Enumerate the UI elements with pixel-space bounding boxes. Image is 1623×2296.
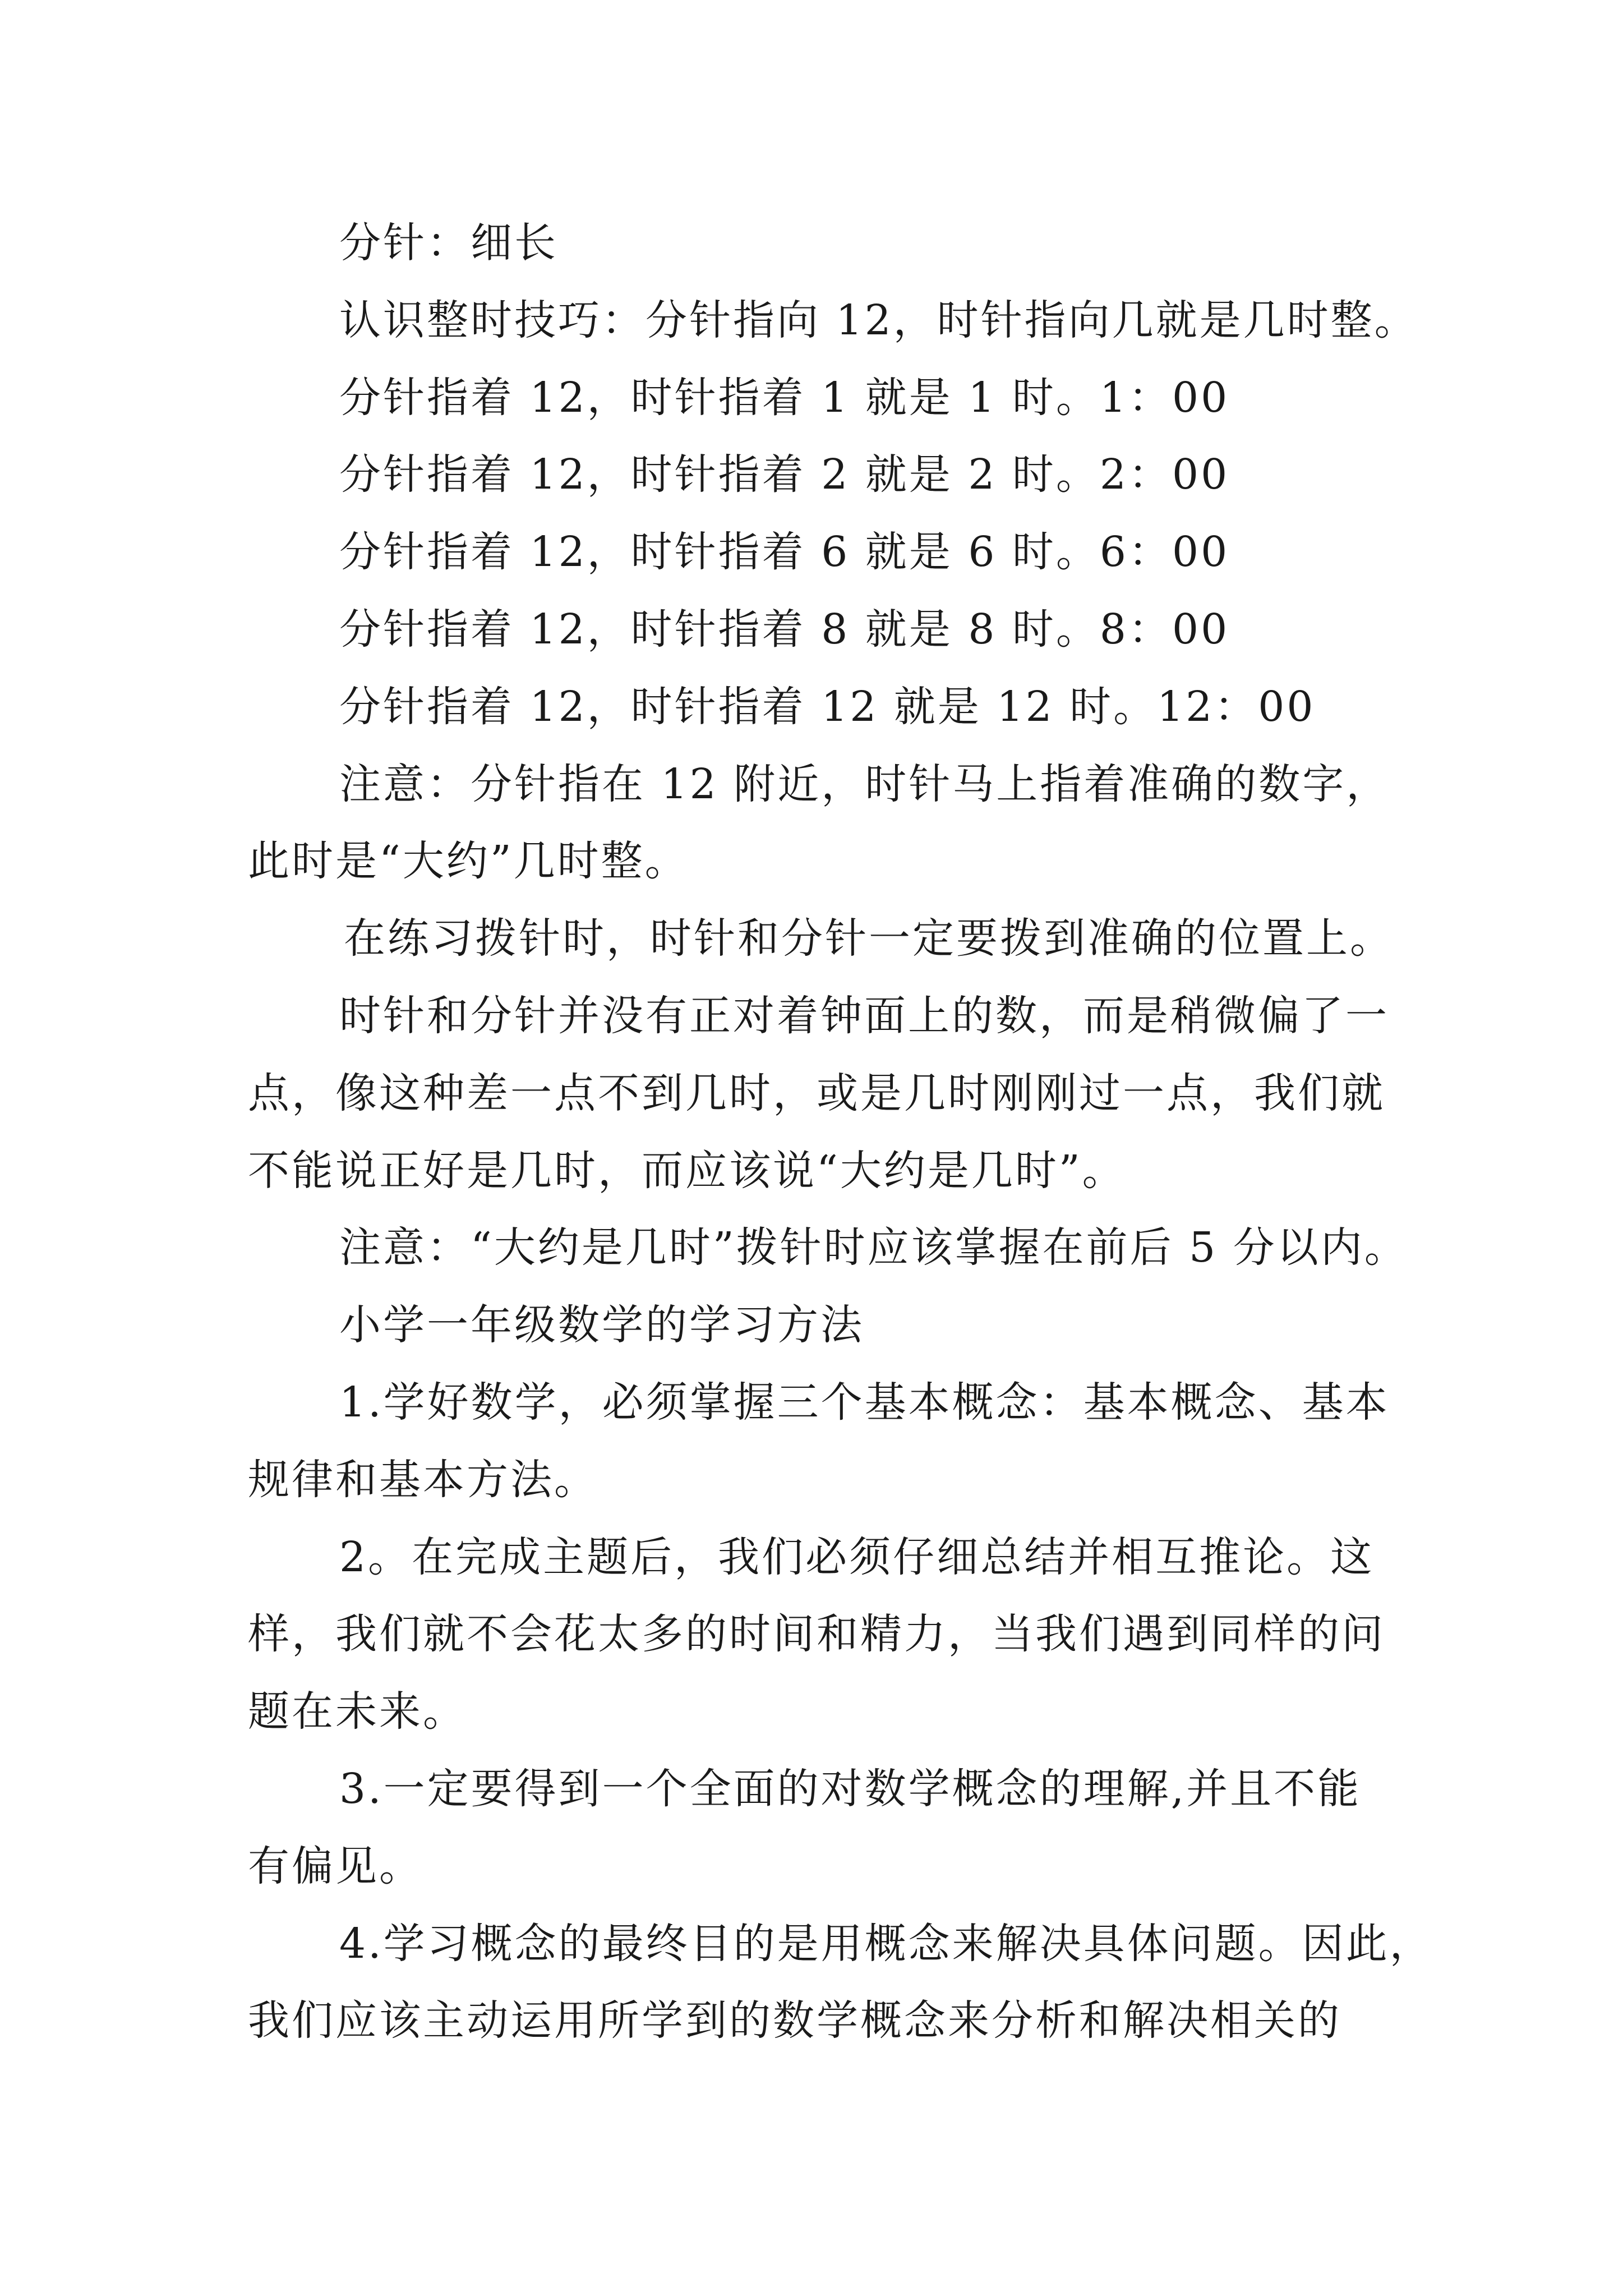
paragraph-example-1 [0,360,1623,437]
document-body [0,205,1623,2060]
paragraph-example-8 [0,591,1623,669]
paragraph-line: 我们应该主动运用所学到的数学概念来分析和解决相关的 [248,1996,1341,2045]
list-item-1 [0,1364,1623,1519]
paragraph-note-five-minutes [0,1209,1623,1287]
paragraph-whole-hour-tip [0,282,1623,360]
paragraph-line: 分针指着 12，时针指着 12 就是 12 时。12：00 [339,682,1316,731]
paragraph-line: 规律和基本方法。 [248,1455,598,1504]
paragraph-line: 注意：“大约是几时”拨针时应该掌握在前后 5 分以内。 [339,1223,1408,1272]
paragraph-minute-hand [0,205,1623,282]
paragraph-line: 分针指着 12，时针指着 1 就是 1 时。1：00 [339,373,1230,422]
paragraph-offset-hands [0,978,1623,1209]
paragraph-line: 时针和分针并没有正对着钟面上的数，而是稍微偏了一 [339,991,1389,1040]
paragraph-line: 在练习拨针时，时针和分针一定要拨到准确的位置上。 [344,914,1394,963]
paragraph-example-6 [0,514,1623,591]
paragraph-line: 3.一定要得到一个全面的对数学概念的理解,并且不能 [339,1764,1362,1813]
paragraph-line: 分针：细长 [339,219,558,267]
paragraph-line: 题在未来。 [248,1687,467,1736]
paragraph-line: 有偏见。 [248,1842,423,1890]
paragraph-line: 注意：分针指在 12 附近，时针马上指着准确的数字， [339,760,1390,808]
paragraph-line: 认识整时技巧：分针指向 12，时针指向几就是几时整。 [339,296,1418,344]
paragraph-line: 2。在完成主题后，我们必须仔细总结并相互推论。这 [339,1533,1375,1581]
paragraph-line: 分针指着 12，时针指着 2 就是 2 时。2：00 [339,450,1230,499]
paragraph-line: 点，像这种差一点不到几时，或是几时刚刚过一点，我们就 [248,1069,1385,1117]
paragraph-line: 分针指着 12，时针指着 6 就是 6 时。6：00 [339,528,1230,577]
paragraph-example-12 [0,669,1623,746]
paragraph-line: 分针指着 12，时针指着 8 就是 8 时。8：00 [339,605,1230,654]
paragraph-line: 1.学好数学，必须掌握三个基本概念：基本概念、基本 [339,1378,1390,1427]
paragraph-line: 不能说正好是几时，而应该说“大约是几时”。 [248,1146,1126,1195]
paragraph-example-2 [0,436,1623,514]
paragraph-practice [0,900,1623,978]
paragraph-line: 此时是“大约”几时整。 [248,837,689,886]
section-heading-line: 小学一年级数学的学习方法 [339,1301,864,1350]
list-item-3 [0,1751,1623,1906]
paragraph-line: 样，我们就不会花太多的时间和精力，当我们遇到同样的问 [248,1610,1385,1659]
list-item-4 [0,1906,1623,2060]
list-item-2 [0,1519,1623,1751]
paragraph-line: 4.学习概念的最终目的是用概念来解决具体问题。因此， [339,1919,1433,1968]
paragraph-note-approximate [0,746,1623,901]
section-heading [0,1287,1623,1364]
